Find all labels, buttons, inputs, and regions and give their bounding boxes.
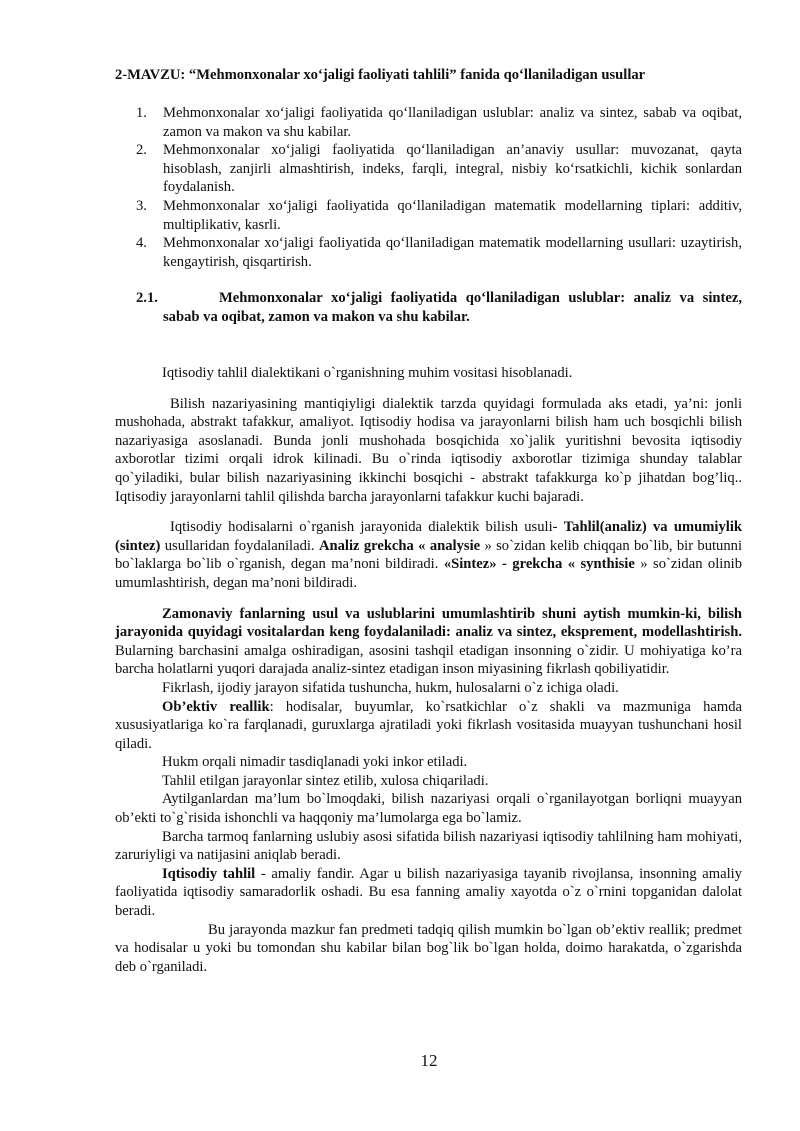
paragraph-10: Barcha tarmoq fanlarning uslubiy asosi sifatida bilish nazariyasi iqtisodiy tahlilning ham mohiyati, zaruriyligi va natijasini aniqlab beradi. — [115, 828, 742, 864]
section-heading — [136, 289, 742, 326]
paragraph-6-text: : hodisalar, buyumlar, ko`rsatkichlar o`z shakli va mazmuniga hamda xususiyatlariga ko`ra farqlanadi, guruxlarga ajratiladi yoki fikrlash vositasida muayyan tushunchani hosil qiladi. — [115, 698, 742, 752]
topic-title: 2-MAVZU: “Mehmonxonalar xo‘jaligi faoliyati tahlili” fanida qo‘llaniladigan usullar — [115, 67, 646, 83]
outline-item-4 — [136, 234, 742, 271]
paragraph-2: Bilish nazariyasining mantiqiyligi dialektik tarzda quyidagi formulada aks etadi, ya’ni: jonli mushohada, abstrakt tafakkur, amaliyot. Iqtisodiy hodisa va jarayonlarni bilish ham uch bosqichli bilish nazariyasiga asoslanadi. Bunda jonli mushohada bosqichida xo`jalik yuritishni bevosita iqtisodiy axborotlar tizimi orqali idrok kilinadi. Bu o`rinda iqtisodiy axborotlar tizimiga shunday talablar qo`yiladiki, bular bilish nazariyasining ikkinchi bosqichi - abstrakt tafakkurga ko`p jihatdan bog’liq.. Iqtisodiy jarayonlarni tahlil qilishda barcha jarayonlarni tafakkur kuchi bajaradi. — [115, 395, 742, 505]
outline-item-number: 3. — [136, 197, 147, 214]
body-text — [115, 364, 742, 976]
topic-outline-list — [136, 104, 742, 271]
paragraph-3-text-e: » so`zidan kelib chiqqan bo`lib, bir butunni bo`laklarga bo`lib o`rganish, degan ma’noni bildiradi. — [115, 537, 742, 573]
section-title: Mehmonxonalar xo‘jaligi faoliyatida qo‘llaniladigan uslublar: analiz va sintez, sabab va oqibat, zamon va makon va shu kabilar. — [163, 290, 742, 325]
paragraph-12: Bu jarayonda mazkur fan predmeti tadqiq qilish mumkin bo`lgan ob’ektiv reallik; predmet va hodisalar u yoki bu tomondan shu kabilar bilan bog`lik bo`lgan holda, doimo harakatda, o`zgarishda deb o`rganiladi. — [115, 921, 742, 975]
section-number: 2.1. — [136, 290, 158, 306]
paragraph-4-text: Bularning barchasini amalga oshiradigan, asosini tashqil etadigan insonning o`zidir. U mohiyatiga ko’ra barcha holatlarni yuqori darajada analiz-sintez etadigan inson miyasining fikrlash qobiliyatidir. — [115, 642, 742, 678]
paragraph-11-bold-term: Iqtisodiy tahlil — [162, 865, 256, 882]
paragraph-3-text-c: usullaridan foydalaniladi. — [160, 537, 319, 554]
paragraph-11 — [115, 865, 742, 921]
paragraph-4 — [115, 605, 742, 679]
paragraph-8: Tahlil etilgan jarayonlar sintez etilib, xulosa chiqariladi. — [162, 772, 489, 789]
paragraph-7: Hukm orqali nimadir tasdiqlanadi yoki inkor etiladi. — [162, 754, 468, 771]
outline-item-text: Mehmonxonalar xo‘jaligi faoliyatida qo‘llaniladigan an’anaviy usullar: muvozanat, qayta hisoblash, zanjirli almashtirish, indeks, farqli, integral, nisbiy ko‘rsatkichli, kichik sonlardan foydalanish. — [163, 142, 742, 196]
paragraph-6-bold-term: Ob’ektiv reallik — [162, 698, 270, 715]
outline-item-text: Mehmonxonalar xo‘jaligi faoliyatida qo‘llaniladigan uslublar: analiz va sintez, sabab va oqibat, zamon va makon va shu kabilar. — [163, 105, 742, 140]
paragraph-5: Fikrlash, ijodiy jarayon sifatida tushuncha, hukm, hulosalarni o`z ichiga oladi. — [162, 679, 619, 696]
outline-item-2 — [136, 141, 742, 197]
outline-item-3 — [136, 197, 742, 234]
paragraph-9: Aytilganlardan ma’lum bo`lmoqdaki, bilish nazariyasi orqali o`rganilayotgan borliqni muayyan ob’ekti to`g`risida ishonchli va haqqoniy ma’lumolarga ega bo`lamiz. — [115, 791, 742, 827]
outline-item-text: Mehmonxonalar xo‘jaligi faoliyatida qo‘llaniladigan matematik modellarning usullari: uzaytirish, kengaytirish, qisqartirish. — [163, 235, 742, 270]
paragraph-6 — [115, 698, 742, 754]
page-number: 12 — [420, 1051, 438, 1070]
outline-item-number: 4. — [136, 235, 147, 252]
paragraph-1: Iqtisodiy tahlil dialektikani o`rganishning muhim vositasi hisoblanadi. — [162, 365, 573, 381]
paragraph-3-text-a: Iqtisodiy hodisalarni o`rganish jarayonida dialektik bilish usuli- — [170, 519, 564, 536]
paragraph-3 — [115, 518, 742, 592]
outline-item-text: Mehmonxonalar xo‘jaligi faoliyatida qo‘llaniladigan matematik modellarning tiplari: additiv, multiplikativ, kasrli. — [163, 197, 742, 233]
outline-item-1 — [136, 104, 742, 141]
paragraph-11-text: - amaliy fandir. Agar u bilish nazariyasiga tayanib rivojlansa, insonning amaliy faoliyatida iqtisodiy samaradorlik oshadi. Bu esa fanning amaliy xayotda o`z o`rnini topganidan dalolat beradi. — [115, 865, 742, 920]
outline-item-number: 1. — [136, 105, 147, 121]
paragraph-4-bold-lead: Zamonaviy fanlarning usul va uslublarini umumlashtirib shuni aytish mumkin-ki, bilish jarayonida quyidagi vositalardan keng foydalaniladi: analiz va sintez, eksprement, modellashtirish. — [115, 605, 742, 641]
paragraph-3-bold-analiz: Analiz grekcha « analysie — [318, 537, 481, 554]
outline-item-number: 2. — [136, 142, 147, 159]
paragraph-3-text-g: » so`zidan olinib umumlashtirish, degan ma’noni bildiradi. — [115, 556, 742, 591]
paragraph-3-bold-analysis-synthesis: Tahlil(analiz) va umumiylik (sintez) — [115, 519, 742, 554]
paragraph-3-bold-sintez: «Sintez» - grekcha « synthisie — [443, 556, 635, 573]
